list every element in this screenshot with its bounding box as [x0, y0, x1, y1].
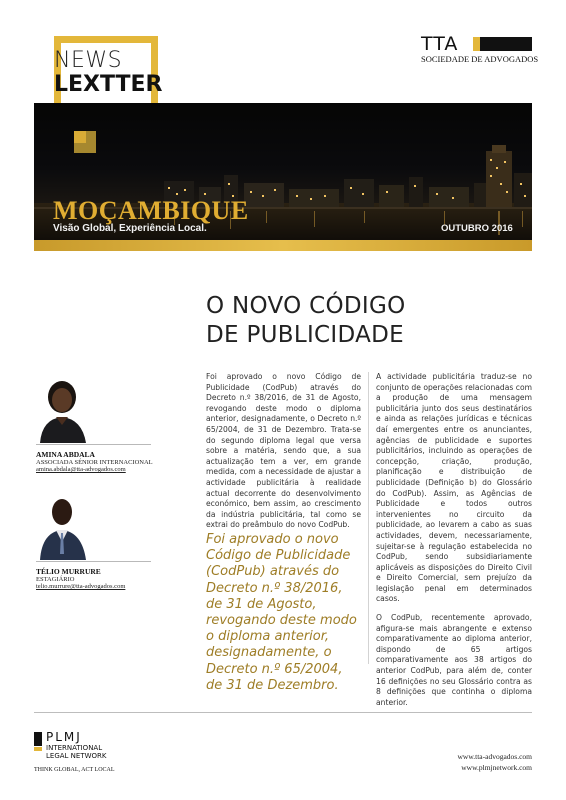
- article-paragraph: A actividade publicitária traduz-se no conjunto de operações relacionadas com a produção de uma mensagem publicitária junto dos seus destinatários e ainda as relações jurídicas e técnicas daí emergentes entre os anunciantes, agências de publicidade e suportes publicitários, incluindo as operações de concepção, criação, produção, planificação e distribuição de publicidade (Definição b) do Glossário do CodPub). Assim, as Agências de Publicidade e todos outros intervenientes no circuito da publicidade, ao levarem a cabo as suas actividades, devem, necessariamente, sujeitar-se à regulação estabelecida no CodPub, sendo subsidiariamente aplicáveis as disposições do Direito Civil e Direito Comercial, sem prejuízo da legislação penal em determinados casos.: [376, 372, 532, 604]
- newsletter-title-line2: LEXTTER: [54, 72, 163, 97]
- author-divider: [36, 444, 151, 445]
- tta-logo-word: TTA: [421, 33, 459, 55]
- plmj-logo-mark: [34, 732, 42, 746]
- tta-logo-bar: [473, 37, 532, 51]
- plmj-logo: [34, 730, 154, 776]
- author-photo-amina: [36, 373, 89, 443]
- plmj-tagline: THINK GLOBAL, ACT LOCAL: [34, 767, 115, 773]
- plmj-network-line2: LEGAL NETWORK: [46, 752, 107, 760]
- author-name: AMINA ABDALA: [36, 450, 95, 459]
- author-email-link[interactable]: amina.abdala@tta-advogados.com: [36, 466, 126, 473]
- article-title-line2: DE PUBLICIDADE: [206, 322, 404, 348]
- issue-date: OUTUBRO 2016: [441, 223, 513, 234]
- gold-strip: [34, 240, 532, 251]
- country-heading: MOÇAMBIQUE: [53, 196, 249, 225]
- author-email-link[interactable]: telio.murrure@tta-advogados.com: [36, 583, 126, 590]
- article-paragraph: O CodPub, recentemente aprovado, afigura-se mais abrangente e extenso comparativamente ao diploma anterior, dispondo de 65 artigos comparativamente aos 38 artigos do anterior CodPub, para além de, conter 16 definições no seu Glossário contra as 8 definições que continha o diploma anterior.: [376, 613, 532, 707]
- footer-link-tta[interactable]: www.tta-advogados.com: [457, 752, 532, 761]
- banner-tagline: Visão Global, Experiência Local.: [53, 223, 207, 234]
- author-role: ASSOCIADA SÉNIOR INTERNACIONAL: [36, 459, 153, 466]
- article-paragraph: Foi aprovado o novo Código de Publicidade (CodPub) através do Decreto n.º 38/2016, de 31 de Agosto, revogando deste modo o diploma anterior, designadamente, o Decreto n.º 65/2004, de 31 de Dezembro. Trata-se do segundo diploma legal que versa sobre a matéria, sendo que, a sua actualização tem a ver, em grande medida, com a necessidade de ajustar a actividade publicitária à realidade actual decorrente do desenvolvimento económico, bem assim, ao crescimento da indústria publicitária, tal como se extrai do preâmbulo do novo CodPub.: [206, 372, 361, 530]
- newsletter-title-line1: NEWS: [54, 48, 123, 73]
- plmj-logo-gold-mark: [34, 747, 42, 751]
- article-title: [206, 292, 406, 350]
- tta-logo-gold-mark: [473, 37, 480, 51]
- author-divider: [36, 561, 151, 562]
- footer-link-plmj[interactable]: www.plmjnetwork.com: [461, 763, 532, 772]
- gold-square-inner-decoration: [74, 131, 86, 143]
- plmj-logo-word: PLMJ: [46, 730, 82, 744]
- article-column-2: [376, 372, 532, 716]
- author-photo-telio: [36, 492, 89, 560]
- author-name: TÉLIO MURRURE: [36, 567, 101, 576]
- footer-divider: [34, 712, 532, 713]
- tta-logo-subtitle: SOCIEDADE DE ADVOGADOS: [421, 54, 539, 64]
- pull-quote: Foi aprovado o novo Código de Publicidade (CodPub) através do Decreto n.º 38/2016, de 31 de Agosto, revogando deste modo o diploma anterior, designadamente, o Decreto n.º 65/2004, de 31 de Dezembro.: [206, 532, 357, 693]
- footer-links: [420, 751, 532, 773]
- article-column-1: [206, 372, 361, 539]
- column-divider: [368, 372, 369, 664]
- author-role: ESTAGIÁRIO: [36, 576, 75, 583]
- article-title-line1: O NOVO CÓDIGO: [206, 293, 406, 319]
- plmj-network-line1: INTERNATIONAL: [46, 744, 103, 752]
